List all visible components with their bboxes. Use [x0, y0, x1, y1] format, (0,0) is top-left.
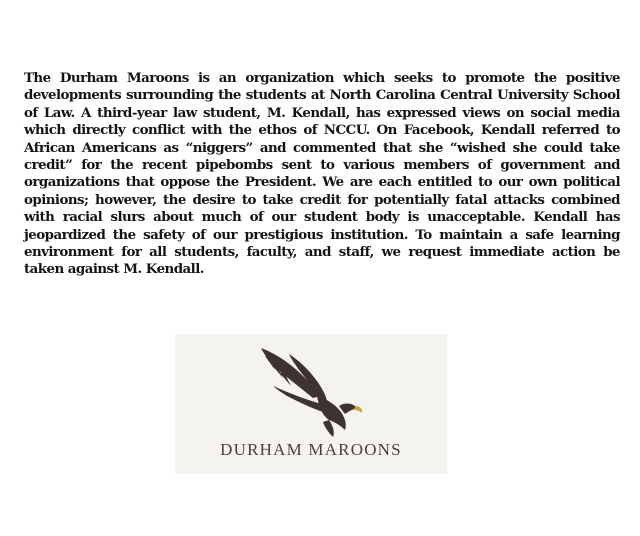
statement-paragraph: The Durham Maroons is an organization which seeks to promote the positive developments surrounding the students at North Carolina Central University School of Law. A third-year law student, M. Kendall, has expressed views on social media which directly conflict with the ethos of NCCU. On Facebook, Kendall referred to African Americans as “niggers” and commented that she “wished she could take credit” for the recent pipebombs sent to various members of government and organizations that oppose the President. We are each entitled to our own political opinions; however, the desire to take credit for potentially fatal attacks combined with racial slurs about much of our student body is unacceptable. Kendall has jeopardized the safety of our prestigious institution. To maintain a safe learning environment for all students, faculty, and staff, we request immediate action be taken against M. Kendall. — [24, 70, 620, 278]
eagle-icon — [259, 346, 365, 438]
logo-wordmark: DURHAM MAROONS — [220, 440, 402, 459]
durham-maroons-logo — [175, 334, 447, 474]
